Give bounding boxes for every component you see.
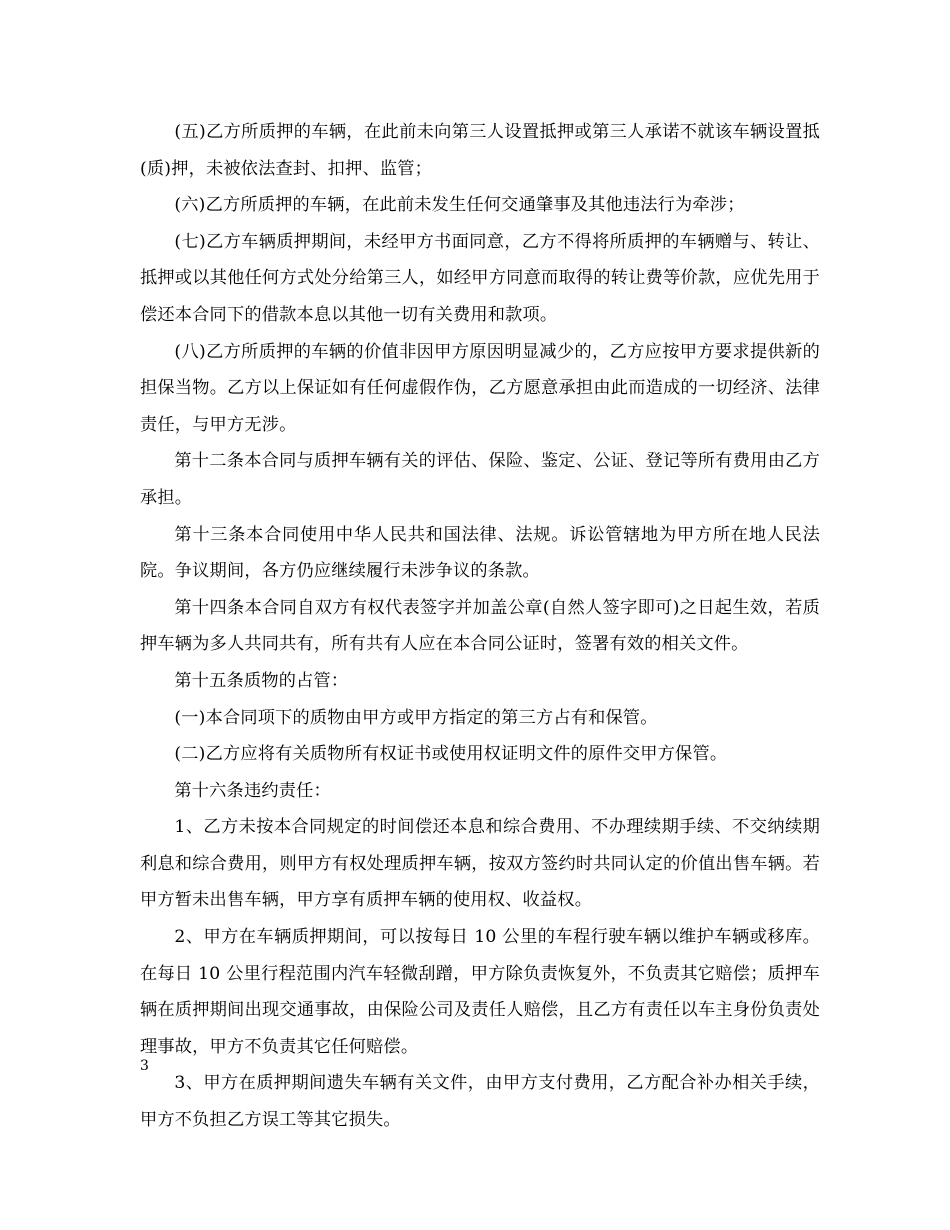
page-number: 3 xyxy=(140,1058,149,1074)
paragraph-article-15-item-1: (一)本合同项下的质物由甲方或甲方指定的第三方占有和保管。 xyxy=(174,707,658,728)
paragraph-article-14: 第十四条本合同自双方有权代表签字并加盖公章(自然人签字即可)之日起生效，若质押车辆为多人共同共有，所有共有人应在本合同公证时，签署有效的相关文件。 xyxy=(140,597,820,655)
paragraph-clause-7: (七)乙方车辆质押期间，未经甲方书面同意，乙方不得将所质押的车辆赠与、转让、抵押或以其他任何方式处分给第三人，如经甲方同意而取得的转让费等价款，应优先用于偿还本合同下的借款本息以其他一切有关费用和款项。 xyxy=(140,231,820,325)
paragraph-article-16-item-1: 1、乙方未按本合同规定的时间偿还本息和综合费用、不办理续期手续、不交纳续期利息和综合费用，则甲方有权处理质押车辆，按双方签约时共同认定的价值出售车辆。若甲方暂未出售车辆，甲方享有质押车辆的使用权、收益权。 xyxy=(140,817,820,911)
paragraph-clause-5: (五)乙方所质押的车辆，在此前未向第三人设置抵押或第三人承诺不就该车辆设置抵(质)押，未被依法查封、扣押、监管； xyxy=(140,122,820,179)
paragraph-article-16-heading: 第十六条违约责任： xyxy=(174,780,331,801)
paragraph-article-16-item-3: 3、甲方在质押期间遗失车辆有关文件，由甲方支付费用，乙方配合补办相关手续，甲方不负担乙方误工等其它损失。 xyxy=(140,1073,820,1131)
paragraph-article-13: 第十三条本合同使用中华人民共和国法律、法规。诉讼管辖地为甲方所在地人民法院。争议期间，各方仍应继续履行未涉争议的条款。 xyxy=(140,524,820,582)
paragraph-article-16-item-2: 2、甲方在车辆质押期间，可以按每日 10 公里的车程行驶车辆以维护车辆或移库。在每日 10 公里行程范围内汽车轻微刮蹭，甲方除负责恢复外，不负责其它赔偿；质押车辆在质押期间出现交通事故，由保险公司及责任人赔偿，且乙方有责任以车主身份负责处理事故，甲方不负责其它任何赔偿。 xyxy=(140,927,820,1057)
paragraph-clause-8: (八)乙方所质押的车辆的价值非因甲方原因明显减少的，乙方应按甲方要求提供新的担保当物。乙方以上保证如有任何虚假作伪，乙方愿意承担由此而造成的一切经济、法律责任，与甲方无涉。 xyxy=(140,341,820,435)
paragraph-clause-6: (六)乙方所质押的车辆，在此前未发生任何交通肇事及其他违法行为牵涉； xyxy=(174,195,745,216)
paragraph-article-15-item-2: (二)乙方应将有关质物所有权证书或使用权证明文件的原件交甲方保管。 xyxy=(174,744,728,765)
document-body xyxy=(140,114,820,1139)
paragraph-article-15-heading: 第十五条质物的占管： xyxy=(174,670,349,691)
paragraph-article-12: 第十二条本合同与质押车辆有关的评估、保险、鉴定、公证、登记等所有费用由乙方承担。 xyxy=(140,451,820,508)
